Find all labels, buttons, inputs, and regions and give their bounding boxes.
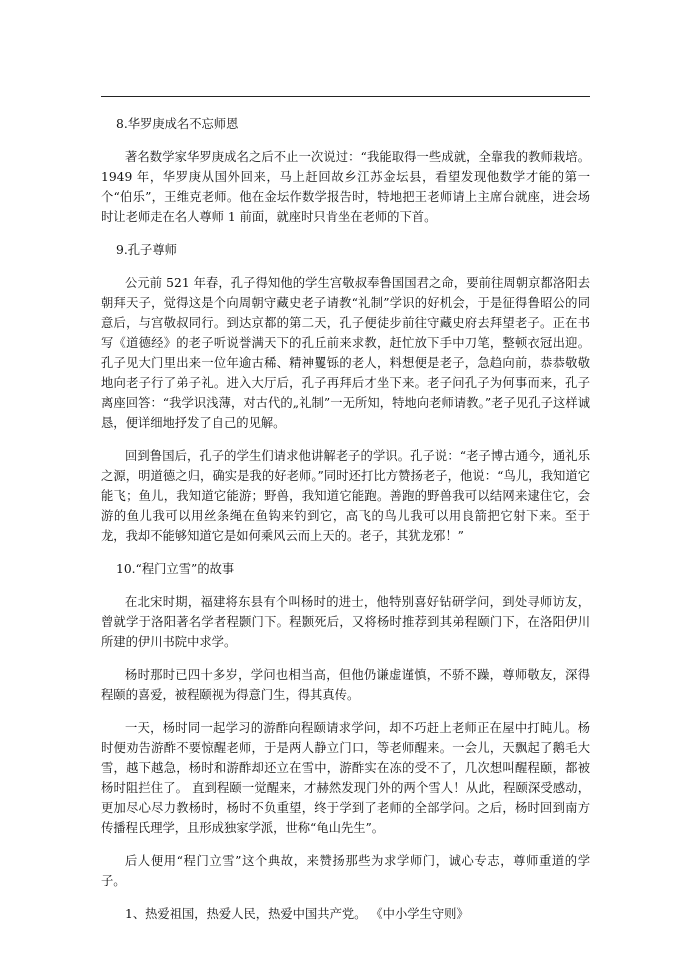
section-10 <box>101 559 590 924</box>
paragraph: 公元前 521 年春，孔子得知他的学生宫敬叔奉鲁国国君之命，要前往周朝京都洛阳去朝拜天子，觉得这是个向周朝守藏史老子请教“礼制”学识的好机会，于是征得鲁昭公的同意后，与宫敬叔同行。到达京都的第二天，孔子便徒步前往守藏史府去拜望老子。正在书写《道德经》的老子听说誉满天下的孔丘前来求教，赶忙放下手中刀笔，整顿衣冠出迎。孔子见大门里出来一位年逾古稀、精神矍铄的老人，料想便是老子，急趋向前，恭恭敬敬地向老子行了弟子礼。进入大厅后，孔子再拜后才坐下来。老子问孔子为何事而来，孔子离座回答：“我学识浅薄，对古代的„礼制”一无所知，特地向老师请教。”老子见孔子这样诚恳，便详细地抒发了自己的见解。 <box>101 276 590 430</box>
paragraph: 在北宋时期，福建将东县有个叫杨时的进士，他特别喜好钻研学问，到处寻师访友，曾就学于洛阳著名学者程颢门下。程颢死后，又将杨时推荐到其弟程颐门下，在洛阳伊川所建的伊川书院中求学。 <box>101 595 590 649</box>
paragraph: 回到鲁国后，孔子的学生们请求他讲解老子的学识。孔子说：“老子博古通今，通礼乐之源，明道德之归，确实是我的好老师。”同时还打比方赞扬老子，他说：“鸟儿，我知道它能飞；鱼儿，我知道它能游；野兽，我知道它能跑。善跑的野兽我可以结网来逮住它，会游的鱼儿我可以用丝条绳在鱼钩来钓到它，高飞的鸟儿我可以用良箭把它射下来。至于龙，我却不能够知道它是如何乘风云而上天的。老子，其犹龙邪！” <box>101 449 590 543</box>
section-8 <box>101 114 590 227</box>
paragraph: 杨时那时已四十多岁，学问也相当高，但他仍谦虚谨慎，不骄不躁，尊师敬友，深得程颐的喜爱，被程颐视为得意门生，得其真传。 <box>101 668 590 702</box>
paragraph: 1、热爱祖国，热爱人民，热爱中国共产党。 《中小学生守则》 <box>125 907 469 921</box>
section-heading: 9.孔子尊师 <box>116 243 177 257</box>
paragraph: 后人便用“程门立雪”这个典故，来赞扬那些为求学师门，诚心专志，尊师重道的学子。 <box>101 854 590 888</box>
section-heading: 8.华罗庚成名不忘师恩 <box>116 117 239 131</box>
section-9 <box>101 240 590 546</box>
header-rule <box>101 96 590 97</box>
paragraph: 一天，杨时同一起学习的游酢向程颐请求学问，却不巧赶上老师正在屋中打盹儿。杨时便劝告游酢不要惊醒老师，于是两人静立门口，等老师醒来。一会儿，天飘起了鹅毛大雪，越下越急，杨时和游酢却还立在雪中，游酢实在冻的受不了，几次想叫醒程颐，都被杨时阻拦住了。 直到程颐一觉醒来，才赫然发现门外的两个雪人！从此，程颐深受感动，更加尽心尽力教杨时，杨时不负重望，终于学到了老师的全部学问。之后，杨时回到南方传播程氏理学，且形成独家学派，世称“龟山先生”。 <box>101 721 590 835</box>
section-heading: 10.“程门立雪”的故事 <box>116 562 235 576</box>
paragraph: 著名数学家华罗庚成名之后不止一次说过：“我能取得一些成就，全靠我的教师栽培。1949 年，华罗庚从国外回来，马上赶回故乡江苏金坛县，看望发现他数学才能的第一个“伯乐”，王维克老师。他在金坛作数学报告时，特地把王老师请上主席台就座，进会场时让老师走在名人尊师 1 前面，就座时只肯坐在老师的下首。 <box>101 150 590 224</box>
document-body <box>101 114 590 937</box>
